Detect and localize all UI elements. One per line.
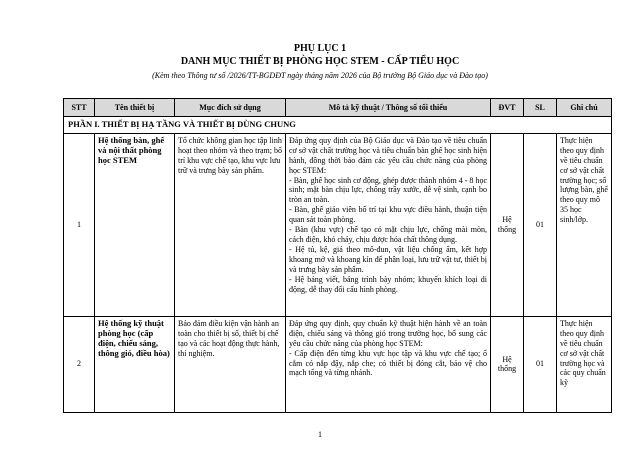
- header-unit: ĐVT: [491, 99, 524, 117]
- equipment-table: [63, 98, 612, 413]
- row-stt: 2: [64, 316, 95, 412]
- header-name: Tên thiết bị: [95, 99, 175, 117]
- header-note: Ghi chú: [557, 99, 612, 117]
- table-header-row: [64, 99, 612, 117]
- desc-line: - Bàn (khu vực) chế tạo có mặt chịu lực, chống mài mòn, cách điện, khó cháy, chịu được hóa chất thông dụng.: [289, 225, 487, 244]
- row-name: Hệ thống kỹ thuật phòng học (cấp điện, chiếu sáng, thông gió, điều hòa): [95, 316, 175, 412]
- row-desc: [286, 133, 491, 316]
- row-purpose: Bảo đảm điều kiện vận hành an toàn cho thiết bị số, thiết bị chế tạo và các hoạt động thực hành, thí nghiệm.: [175, 316, 286, 412]
- header-purpose: Mục đích sử dụng: [175, 99, 286, 117]
- list-title: DANH MỤC THIẾT BỊ PHÒNG HỌC STEM - CẤP TIỂU HỌC: [180, 56, 460, 67]
- row-note: Thực hiện theo quy định về tiêu chuẩn cơ sở vật chất trường học và các quy chuẩn kỹ: [557, 316, 612, 412]
- row-note: Thực hiện theo quy định về tiêu chuẩn cơ sở vật chất trường học; số lượng bàn, ghế theo quy mô 35 học sinh/lớp.: [557, 133, 612, 316]
- desc-line: - Bàn, ghế học sinh cơ động, ghép được thành nhóm 4 - 8 học sinh; mặt bàn chịu lực, chống trầy xước, dễ vệ sinh, cạnh bo tròn an toàn.: [289, 175, 487, 205]
- row-purpose: Tổ chức không gian học tập linh hoạt theo nhóm và theo trạm; bố trí khu vực chế tạo, khu vực lưu trữ và trưng bày sản phẩm.: [175, 133, 286, 316]
- appendix-title: PHỤ LỤC 1: [293, 43, 347, 54]
- desc-line: - Hệ tủ, kệ, giá theo mô-đun, vật liệu chống ẩm, kết hợp khoang mở và khoang kín để phân loại, lưu trữ vật tư, thiết bị và trưng bày sản phẩm.: [289, 244, 487, 274]
- row-name: Hệ thống bàn, ghế và nội thất phòng học STEM: [95, 133, 175, 316]
- desc-line: Đáp ứng quy định của Bộ Giáo dục và Đào tạo về tiêu chuẩn cơ sở vật chất trường học và tiêu chuẩn bàn ghế học sinh hiện hành, đồng thời bảo đảm các yêu cầu chức năng của phòng học STEM:: [289, 135, 487, 175]
- row-qty: 01: [524, 316, 557, 412]
- subtitle: (Kèm theo Thông tư số /2026/TT-BGDĐT ngày tháng năm 2026 của Bộ trưởng Bộ Giáo dục và Đào tạo): [152, 71, 488, 80]
- section-heading: PHẦN I. THIẾT BỊ HẠ TẦNG VÀ THIẾT BỊ DÙNG CHUNG: [64, 117, 612, 134]
- page-number: 1: [318, 430, 322, 439]
- row-unit: Hệ thống: [491, 316, 524, 412]
- table-row: [64, 133, 612, 316]
- row-qty: 01: [524, 133, 557, 316]
- row-desc: [286, 316, 491, 412]
- section-row: [64, 117, 612, 134]
- header-qty: SL: [524, 99, 557, 117]
- row-unit: Hệ thống: [491, 133, 524, 316]
- header-stt: STT: [64, 99, 95, 117]
- desc-line: - Hệ bảng viết, bảng trình bày nhóm; khuyến khích loại di động, dễ thay đổi cấu hình phòng.: [289, 274, 487, 294]
- desc-line: - Bàn, ghế giáo viên bố trí tại khu vực điều hành, thuận tiện quan sát toàn phòng.: [289, 205, 487, 225]
- desc-line: Đáp ứng quy định, quy chuẩn kỹ thuật hiện hành về an toàn điện, chiếu sáng và thông gió trong trường học, bổ sung các yêu cầu chức năng của phòng học STEM:: [289, 318, 487, 348]
- row-stt: 1: [64, 133, 95, 316]
- header-desc: Mô tả kỹ thuật / Thông số tối thiểu: [286, 99, 491, 117]
- table-row: [64, 316, 612, 412]
- desc-line: - Cấp điện đến từng khu vực học tập và khu vực chế tạo; ổ cắm có nắp đậy, nắp che; có thiết bị đóng cắt, bảo vệ cho mạch tổng và từng nhánh.: [289, 348, 487, 378]
